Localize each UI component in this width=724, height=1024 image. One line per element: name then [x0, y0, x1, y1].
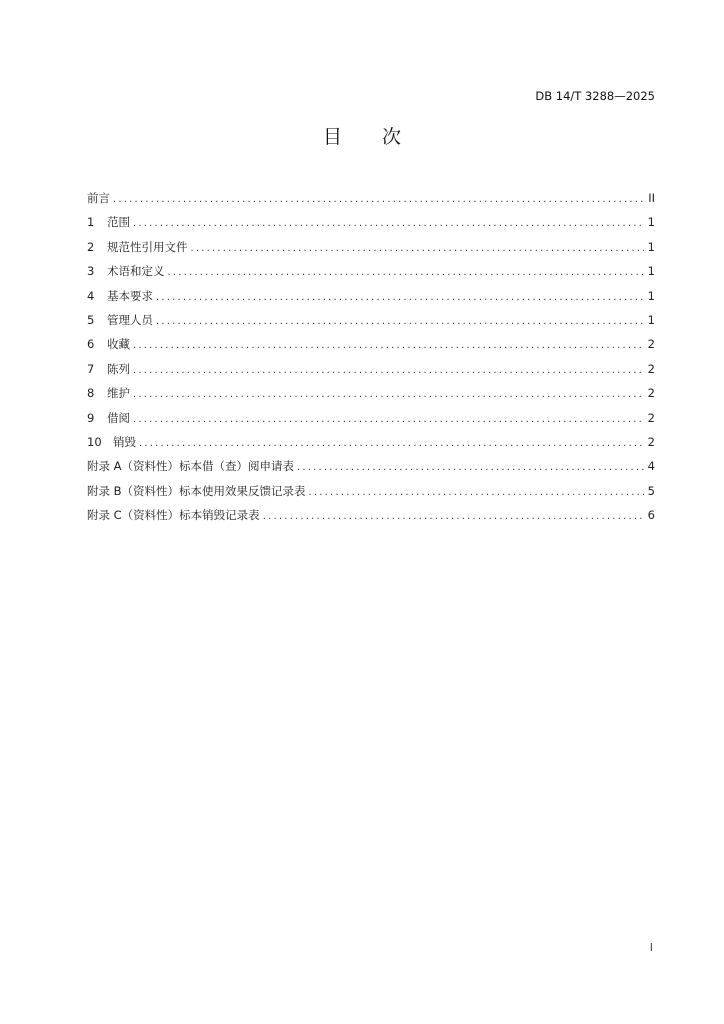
title-char-2: 次: [382, 126, 402, 148]
toc-page: 2: [647, 434, 655, 449]
toc-page: 1: [647, 215, 655, 230]
toc-label: 附录 C（资料性）标本销毁记录表: [87, 508, 260, 523]
dot-leader: [263, 511, 644, 522]
toc-label: 基本要求: [107, 288, 153, 303]
toc-entry-destruction[interactable]: [87, 434, 655, 458]
toc-entry-normative-references[interactable]: [87, 239, 655, 263]
toc-label: 规范性引用文件: [107, 239, 188, 254]
toc-entry-appendix-a[interactable]: [87, 458, 655, 482]
dot-leader: [133, 389, 644, 400]
dot-leader: [113, 194, 644, 205]
toc-number: 9: [87, 410, 95, 425]
dot-leader: [297, 462, 644, 473]
title-char-1: 目: [322, 126, 342, 148]
table-of-contents: [87, 190, 655, 531]
toc-page: 1: [647, 264, 655, 279]
toc-number: 1: [87, 215, 95, 230]
dot-leader: [133, 218, 644, 229]
toc-entry-maintenance[interactable]: [87, 385, 655, 409]
dot-leader: [156, 316, 644, 327]
dot-leader: [191, 243, 645, 254]
toc-number: 7: [87, 361, 95, 376]
toc-entry-collection[interactable]: [87, 336, 655, 360]
toc-number: 10: [87, 434, 102, 449]
toc-label: 术语和定义: [107, 264, 165, 279]
toc-entry-foreword[interactable]: [87, 190, 655, 214]
toc-page: II: [648, 191, 655, 205]
toc-entry-basic-requirements[interactable]: [87, 288, 655, 312]
dot-leader: [133, 414, 644, 425]
toc-entry-personnel[interactable]: [87, 312, 655, 336]
toc-label: 借阅: [107, 410, 130, 425]
toc-page: 1: [647, 312, 655, 327]
toc-label: 管理人员: [107, 312, 153, 327]
toc-label: 附录 B（资料性）标本使用效果反馈记录表: [87, 483, 306, 498]
page-number: I: [649, 941, 653, 954]
toc-label: 销毁: [113, 434, 136, 449]
toc-number: 5: [87, 312, 95, 327]
toc-entry-borrowing[interactable]: [87, 410, 655, 434]
document-code: DB 14/T 3288—2025: [535, 89, 655, 103]
toc-page: 2: [647, 361, 655, 376]
page-title: [0, 122, 724, 149]
toc-page: 2: [647, 337, 655, 352]
dot-leader: [168, 267, 645, 278]
toc-page: 6: [647, 508, 655, 523]
toc-page: 5: [647, 483, 655, 498]
toc-label: 附录 A（资料性）标本借（查）阅申请表: [87, 459, 295, 474]
toc-number: 2: [87, 239, 95, 254]
toc-label: 陈列: [107, 361, 130, 376]
toc-entry-appendix-b[interactable]: [87, 483, 655, 507]
toc-entry-display[interactable]: [87, 361, 655, 385]
toc-label: 收藏: [107, 337, 130, 352]
dot-leader: [309, 487, 644, 498]
toc-entry-appendix-c[interactable]: [87, 507, 655, 531]
toc-page: 1: [647, 288, 655, 303]
dot-leader: [133, 340, 644, 351]
toc-number: 6: [87, 337, 95, 352]
dot-leader: [156, 292, 644, 303]
toc-page: 2: [647, 410, 655, 425]
toc-number: 4: [87, 288, 95, 303]
toc-number: 3: [87, 264, 95, 279]
toc-page: 1: [647, 239, 655, 254]
toc-label: 维护: [107, 386, 130, 401]
dot-leader: [139, 438, 644, 449]
toc-page: 2: [647, 386, 655, 401]
toc-number: 8: [87, 386, 95, 401]
dot-leader: [133, 365, 644, 376]
toc-label: 前言: [87, 191, 110, 205]
toc-entry-terms-definitions[interactable]: [87, 263, 655, 287]
toc-page: 4: [647, 459, 655, 474]
toc-label: 范围: [107, 215, 130, 230]
toc-entry-scope[interactable]: [87, 214, 655, 238]
